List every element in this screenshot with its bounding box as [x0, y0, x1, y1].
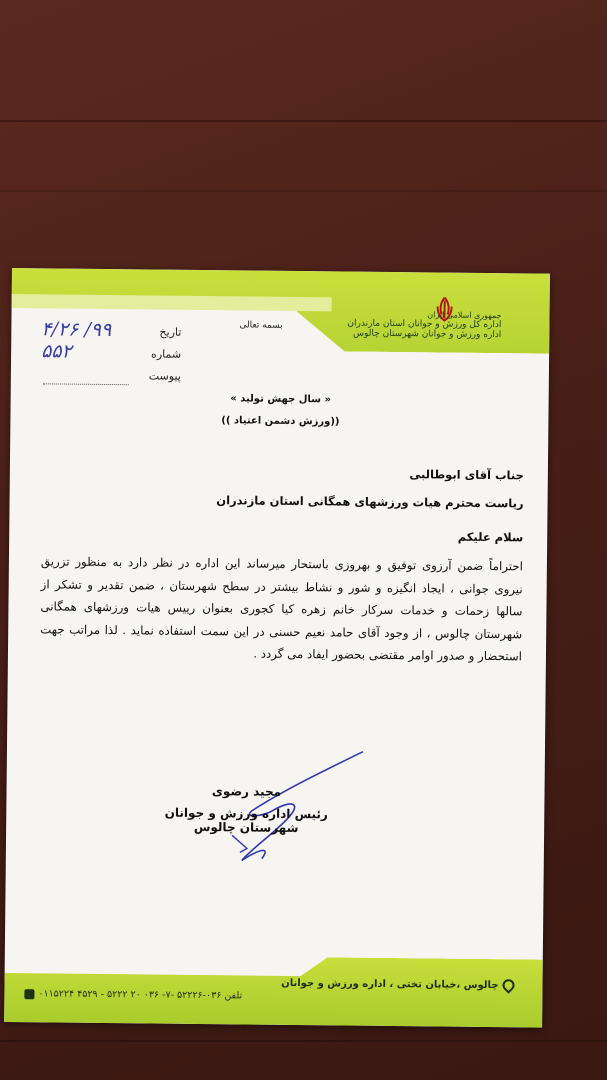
- letter-meta: [41, 318, 182, 389]
- greeting: سلام علیکم: [457, 529, 524, 545]
- attachment-row: [41, 366, 181, 389]
- location-pin-icon: [500, 977, 517, 994]
- letterhead-line1: جمهوری اسلامی ایران: [427, 310, 502, 321]
- signer-title: رئیس اداره ورزش و جوانان شهرستان چالوس: [164, 805, 328, 836]
- signature-block: [136, 783, 357, 835]
- wood-grain: [0, 120, 607, 122]
- letterhead-line2: اداره کل ورزش و جوانان استان مازندران: [347, 318, 502, 331]
- attachment-label: پیوست: [148, 369, 181, 383]
- number-row: [41, 340, 182, 367]
- slogan-line2: ((ورزش دشمن اعتیاد )): [221, 415, 340, 428]
- slogan: [210, 388, 350, 433]
- signer-name: مجید رضوی: [211, 784, 282, 799]
- number-value: ۵۵۲: [41, 340, 72, 363]
- letterhead: [331, 309, 501, 340]
- slogan-line1: « سال جهش تولید »: [230, 393, 332, 406]
- wood-grain: [0, 1040, 607, 1042]
- letter-paper: [4, 268, 550, 1028]
- footer-phone-text: تلفن ۰۳۶-۵۲۲۲۶ -۷- ۰۳۶ ۲۰ ۵۲۲۲ - ۴۵۲۹ ۰۱۱۵۲۲۴: [38, 988, 243, 1002]
- header-band-stripe: [12, 294, 332, 311]
- phone-icon: [24, 989, 34, 999]
- date-value: ۹۹/ ۴/۲۶: [41, 318, 112, 342]
- wood-grain: [0, 190, 607, 192]
- footer-address: [281, 977, 514, 991]
- footer-address-text: چالوس ،خیابان تختی ، اداره ورزش و جوانان: [281, 977, 499, 992]
- bismillah: بسمه تعالی: [239, 320, 283, 331]
- attachment-blank: [43, 383, 129, 385]
- body-paragraph: احتراماً ضمن آرزوی توفیق و بهروزی باستحار میرساند این اداره در نظر دارد به منظور تزریق نیروی جوانی ، ایجاد انگیزه و شور و نشاط بیشتر در سطح شهرستان ، ضمن تقدیر و تشکر از سالها زحمات و خدمات سرکار خانم زهره کیا کجوری بعنوان رییس هیات ورزشهای همگانی شهرستان چالوس ، از وجود آقای حامد نعیم حسنی در این سمت استفاده نماید . لذا مراتب جهت استحضار و صدور اوامر مقتضی بحضور ایفاد می گردد .: [40, 554, 523, 664]
- letter-body: [40, 456, 524, 668]
- footer-phone: [24, 988, 242, 1001]
- recipient-title: ریاست محترم هیات ورزشهای همگانی استان مازندران: [216, 493, 524, 511]
- letterhead-line3: اداره ورزش و جوانان شهرستان چالوس: [353, 328, 502, 341]
- recipient: جناب آقای ابوطالبی: [409, 467, 524, 483]
- date-label: تاریخ: [159, 325, 182, 339]
- number-label: شماره: [151, 347, 182, 361]
